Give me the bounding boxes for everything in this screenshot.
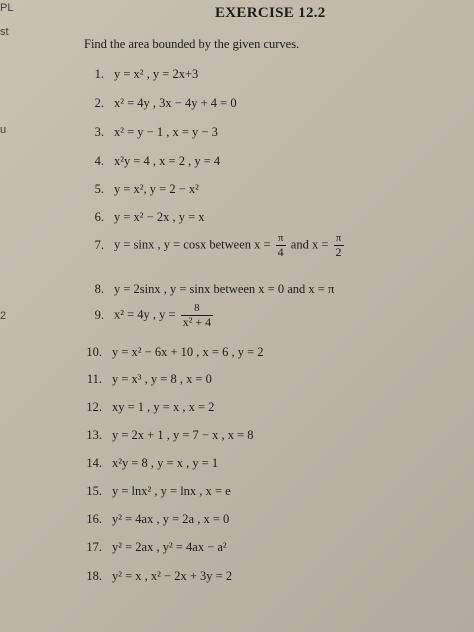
problem-number: 13. <box>86 428 102 442</box>
problem-text-middle: and x = <box>290 237 329 252</box>
problem-number: 4. <box>94 154 104 168</box>
fraction-denominator: 2 <box>335 244 342 259</box>
problem-3 <box>78 125 218 140</box>
problem-12 <box>78 400 214 415</box>
problem-17 <box>78 540 227 555</box>
fraction-8-over-x2-plus-4 <box>181 302 213 329</box>
problem-text: y = x², y = 2 − x² <box>114 182 199 196</box>
problem-number: 18. <box>86 569 102 583</box>
page-edge-mark-middle: u <box>0 124 7 136</box>
problem-number: 10. <box>86 345 102 359</box>
fraction-numerator: 8 <box>181 302 213 316</box>
problem-text: y = x³ , y = 8 , x = 0 <box>112 372 212 386</box>
problem-9 <box>78 302 215 329</box>
problem-number: 5. <box>94 182 104 196</box>
problem-text: y = x² − 6x + 10 , x = 6 , y = 2 <box>112 345 264 359</box>
fraction-denominator: x² + 4 <box>182 314 212 329</box>
problem-text: y² = 4ax , y = 2a , x = 0 <box>112 512 230 526</box>
problem-13 <box>78 428 254 443</box>
fraction-pi-over-4 <box>276 232 286 259</box>
problem-number: 12. <box>86 400 102 414</box>
problem-text: y² = 2ax , y² = 4ax − a² <box>112 540 227 554</box>
problem-8 <box>78 282 334 297</box>
page-edge-mark-upper: st <box>0 26 9 38</box>
problem-number: 11. <box>86 372 102 386</box>
problem-text: y = lnx² , y = lnx , x = e <box>112 484 231 498</box>
problem-2 <box>78 96 237 111</box>
problem-1 <box>78 67 198 82</box>
problem-15 <box>78 484 231 499</box>
problem-number: 3. <box>94 125 104 139</box>
problem-text: x²y = 8 , y = x , y = 1 <box>112 456 219 470</box>
exercise-instruction: Find the area bounded by the given curves. <box>84 37 300 51</box>
problem-text: y = x² , y = 2x+3 <box>114 67 199 81</box>
problem-11 <box>78 372 212 387</box>
problem-18 <box>78 569 232 584</box>
problem-text: xy = 1 , y = x , x = 2 <box>112 400 215 414</box>
problem-text: y = 2sinx , y = sinx between x = 0 and x = π <box>114 282 335 296</box>
problem-10 <box>78 345 264 360</box>
fraction-numerator: π <box>334 232 344 246</box>
problem-number: 15. <box>86 484 102 498</box>
problem-text: y = 2x + 1 , y = 7 − x , x = 8 <box>112 428 254 442</box>
problem-16 <box>78 512 229 527</box>
problem-text-start: x² = 4y , y = <box>114 307 176 322</box>
problem-6 <box>78 210 205 225</box>
problem-text: x²y = 4 , x = 2 , y = 4 <box>114 154 221 168</box>
fraction-denominator: 4 <box>277 244 284 259</box>
problem-text: x² = 4y , 3x − 4y + 4 = 0 <box>114 96 237 110</box>
problem-7 <box>78 232 346 259</box>
problem-number: 6. <box>94 210 104 224</box>
problem-number: 7. <box>94 237 104 252</box>
problem-number: 16. <box>86 512 102 526</box>
problem-14 <box>78 456 218 471</box>
problem-text: y = x² − 2x , y = x <box>114 210 205 224</box>
problem-5 <box>78 182 199 197</box>
problem-number: 14. <box>86 456 102 470</box>
page-edge-mark-lower: 2 <box>0 310 7 322</box>
problem-number: 17. <box>86 540 102 554</box>
problem-number: 8. <box>94 282 104 296</box>
problem-text: x² = y − 1 , x = y − 3 <box>114 125 218 139</box>
problem-number: 1. <box>94 67 104 81</box>
problem-4 <box>78 154 220 169</box>
problem-number: 9. <box>94 307 104 322</box>
fraction-pi-over-2 <box>334 232 344 259</box>
problem-text: y² = x , x² − 2x + 3y = 2 <box>112 569 233 583</box>
page-edge-mark-top: PL <box>0 2 14 14</box>
exercise-heading: EXERCISE 12.2 <box>215 5 326 21</box>
problem-number: 2. <box>94 96 104 110</box>
fraction-numerator: π <box>276 232 286 246</box>
problem-text-start: y = sinx , y = cosx between x = <box>114 237 271 252</box>
